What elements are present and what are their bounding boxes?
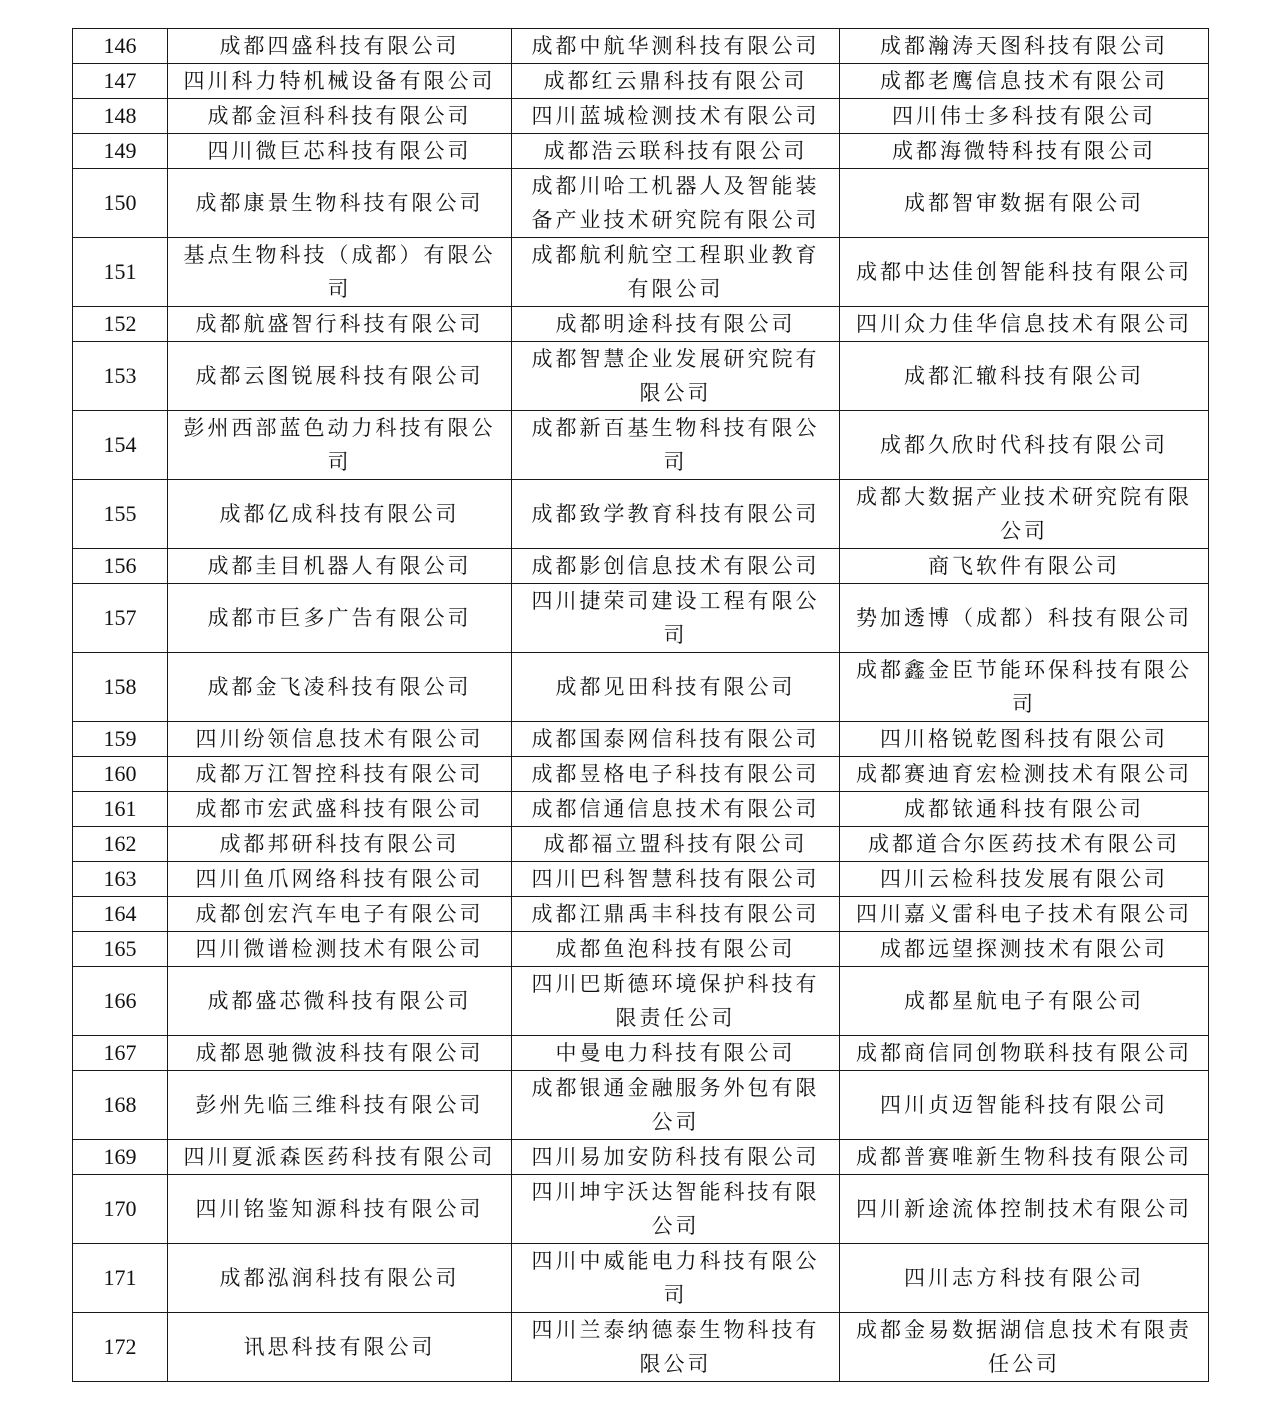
company-cell-col2: 成都银通金融服务外包有限公司	[512, 1071, 840, 1140]
company-cell-col1: 成都万江智控科技有限公司	[168, 757, 512, 792]
company-cell-col3: 成都老鹰信息技术有限公司	[840, 64, 1209, 99]
document-page	[72, 28, 1208, 1382]
company-cell-col1: 成都创宏汽车电子有限公司	[168, 897, 512, 932]
table-row	[73, 897, 1209, 932]
table-row	[73, 1175, 1209, 1244]
company-cell-col1: 成都康景生物科技有限公司	[168, 169, 512, 238]
company-cell-col3: 四川众力佳华信息技术有限公司	[840, 307, 1209, 342]
company-cell-col2: 成都浩云联科技有限公司	[512, 134, 840, 169]
company-cell-col3: 四川志方科技有限公司	[840, 1244, 1209, 1313]
company-cell-col2: 四川兰泰纳德泰生物科技有限公司	[512, 1313, 840, 1382]
row-number: 166	[73, 967, 168, 1036]
company-cell-col1: 成都盛芯微科技有限公司	[168, 967, 512, 1036]
company-cell-col1: 成都亿成科技有限公司	[168, 480, 512, 549]
table-row	[73, 29, 1209, 64]
company-cell-col1: 成都四盛科技有限公司	[168, 29, 512, 64]
row-number: 157	[73, 584, 168, 653]
company-cell-col3: 成都久欣时代科技有限公司	[840, 411, 1209, 480]
company-cell-col2: 成都信通信息技术有限公司	[512, 792, 840, 827]
company-cell-col3: 成都金易数据湖信息技术有限责任公司	[840, 1313, 1209, 1382]
company-cell-col1: 成都泓润科技有限公司	[168, 1244, 512, 1313]
table-row	[73, 64, 1209, 99]
company-cell-col1: 四川夏派森医药科技有限公司	[168, 1140, 512, 1175]
company-cell-col3: 成都铱通科技有限公司	[840, 792, 1209, 827]
company-cell-col2: 成都川哈工机器人及智能装备产业技术研究院有限公司	[512, 169, 840, 238]
table-row	[73, 932, 1209, 967]
company-cell-col1: 四川科力特机械设备有限公司	[168, 64, 512, 99]
company-cell-col2: 四川巴斯德环境保护科技有限责任公司	[512, 967, 840, 1036]
company-cell-col2: 成都福立盟科技有限公司	[512, 827, 840, 862]
table-row	[73, 1071, 1209, 1140]
row-number: 148	[73, 99, 168, 134]
row-number: 153	[73, 342, 168, 411]
company-cell-col1: 成都圭目机器人有限公司	[168, 549, 512, 584]
company-cell-col1: 彭州西部蓝色动力科技有限公司	[168, 411, 512, 480]
company-cell-col3: 四川嘉义雷科电子技术有限公司	[840, 897, 1209, 932]
table-row	[73, 1036, 1209, 1071]
company-cell-col2: 四川中威能电力科技有限公司	[512, 1244, 840, 1313]
company-cell-col1: 成都恩驰微波科技有限公司	[168, 1036, 512, 1071]
company-cell-col1: 成都金洹科科技有限公司	[168, 99, 512, 134]
company-cell-col3: 成都鑫金臣节能环保科技有限公司	[840, 653, 1209, 722]
row-number: 155	[73, 480, 168, 549]
company-cell-col3: 成都远望探测技术有限公司	[840, 932, 1209, 967]
row-number: 161	[73, 792, 168, 827]
row-number: 152	[73, 307, 168, 342]
company-cell-col3: 成都星航电子有限公司	[840, 967, 1209, 1036]
company-cell-col3: 四川格锐乾图科技有限公司	[840, 722, 1209, 757]
row-number: 150	[73, 169, 168, 238]
company-cell-col2: 成都江鼎禹丰科技有限公司	[512, 897, 840, 932]
row-number: 165	[73, 932, 168, 967]
table-row	[73, 757, 1209, 792]
table-row	[73, 862, 1209, 897]
row-number: 149	[73, 134, 168, 169]
company-cell-col3: 势加透博（成都）科技有限公司	[840, 584, 1209, 653]
table-row	[73, 584, 1209, 653]
company-cell-col1: 彭州先临三维科技有限公司	[168, 1071, 512, 1140]
company-cell-col3: 成都道合尔医药技术有限公司	[840, 827, 1209, 862]
table-row	[73, 1313, 1209, 1382]
table-row	[73, 134, 1209, 169]
table-row	[73, 480, 1209, 549]
row-number: 151	[73, 238, 168, 307]
company-cell-col1: 四川微巨芯科技有限公司	[168, 134, 512, 169]
company-cell-col2: 成都红云鼎科技有限公司	[512, 64, 840, 99]
company-cell-col3: 成都中达佳创智能科技有限公司	[840, 238, 1209, 307]
company-cell-col3: 成都大数据产业技术研究院有限公司	[840, 480, 1209, 549]
row-number: 163	[73, 862, 168, 897]
row-number: 162	[73, 827, 168, 862]
company-cell-col2: 四川蓝城检测技术有限公司	[512, 99, 840, 134]
row-number: 158	[73, 653, 168, 722]
company-cell-col1: 四川纷领信息技术有限公司	[168, 722, 512, 757]
company-cell-col1: 四川微谱检测技术有限公司	[168, 932, 512, 967]
company-cell-col1: 成都市宏武盛科技有限公司	[168, 792, 512, 827]
company-cell-col3: 四川云检科技发展有限公司	[840, 862, 1209, 897]
company-table-body	[73, 29, 1209, 1382]
row-number: 172	[73, 1313, 168, 1382]
company-cell-col2: 成都新百基生物科技有限公司	[512, 411, 840, 480]
row-number: 154	[73, 411, 168, 480]
table-row	[73, 342, 1209, 411]
company-cell-col3: 四川伟士多科技有限公司	[840, 99, 1209, 134]
company-cell-col2: 成都影创信息技术有限公司	[512, 549, 840, 584]
company-cell-col3: 成都赛迪育宏检测技术有限公司	[840, 757, 1209, 792]
company-cell-col2: 成都中航华测科技有限公司	[512, 29, 840, 64]
company-cell-col1: 成都云图锐展科技有限公司	[168, 342, 512, 411]
company-cell-col2: 四川巴科智慧科技有限公司	[512, 862, 840, 897]
table-row	[73, 238, 1209, 307]
company-cell-col1: 基点生物科技（成都）有限公司	[168, 238, 512, 307]
row-number: 156	[73, 549, 168, 584]
table-row	[73, 653, 1209, 722]
company-cell-col2: 成都昱格电子科技有限公司	[512, 757, 840, 792]
company-cell-col1: 成都金飞凌科技有限公司	[168, 653, 512, 722]
row-number: 167	[73, 1036, 168, 1071]
company-cell-col3: 成都海微特科技有限公司	[840, 134, 1209, 169]
row-number: 164	[73, 897, 168, 932]
company-cell-col3: 成都汇辙科技有限公司	[840, 342, 1209, 411]
row-number: 147	[73, 64, 168, 99]
company-cell-col1: 四川铭鉴知源科技有限公司	[168, 1175, 512, 1244]
company-cell-col2: 成都鱼泡科技有限公司	[512, 932, 840, 967]
table-row	[73, 722, 1209, 757]
company-cell-col3: 四川新途流体控制技术有限公司	[840, 1175, 1209, 1244]
company-cell-col3: 成都瀚涛天图科技有限公司	[840, 29, 1209, 64]
company-cell-col2: 四川坤宇沃达智能科技有限公司	[512, 1175, 840, 1244]
table-row	[73, 1140, 1209, 1175]
company-cell-col3: 成都普赛唯新生物科技有限公司	[840, 1140, 1209, 1175]
company-cell-col3: 四川贞迈智能科技有限公司	[840, 1071, 1209, 1140]
company-cell-col2: 中曼电力科技有限公司	[512, 1036, 840, 1071]
table-row	[73, 827, 1209, 862]
table-row	[73, 967, 1209, 1036]
row-number: 159	[73, 722, 168, 757]
row-number: 160	[73, 757, 168, 792]
company-cell-col2: 成都明途科技有限公司	[512, 307, 840, 342]
company-cell-col1: 成都邦研科技有限公司	[168, 827, 512, 862]
table-row	[73, 792, 1209, 827]
company-cell-col2: 成都航利航空工程职业教育有限公司	[512, 238, 840, 307]
company-cell-col1: 四川鱼爪网络科技有限公司	[168, 862, 512, 897]
row-number: 170	[73, 1175, 168, 1244]
table-row	[73, 549, 1209, 584]
table-row	[73, 307, 1209, 342]
company-cell-col2: 四川捷荣司建设工程有限公司	[512, 584, 840, 653]
row-number: 146	[73, 29, 168, 64]
row-number: 168	[73, 1071, 168, 1140]
table-row	[73, 411, 1209, 480]
company-cell-col2: 成都见田科技有限公司	[512, 653, 840, 722]
company-cell-col2: 成都国泰网信科技有限公司	[512, 722, 840, 757]
company-cell-col2: 成都致学教育科技有限公司	[512, 480, 840, 549]
company-list-table	[72, 28, 1209, 1382]
company-cell-col3: 成都智审数据有限公司	[840, 169, 1209, 238]
company-cell-col2: 成都智慧企业发展研究院有限公司	[512, 342, 840, 411]
table-row	[73, 99, 1209, 134]
company-cell-col1: 成都航盛智行科技有限公司	[168, 307, 512, 342]
company-cell-col3: 商飞软件有限公司	[840, 549, 1209, 584]
company-cell-col1: 成都市巨多广告有限公司	[168, 584, 512, 653]
company-cell-col1: 讯思科技有限公司	[168, 1313, 512, 1382]
row-number: 169	[73, 1140, 168, 1175]
table-row	[73, 169, 1209, 238]
row-number: 171	[73, 1244, 168, 1313]
company-cell-col2: 四川易加安防科技有限公司	[512, 1140, 840, 1175]
table-row	[73, 1244, 1209, 1313]
company-cell-col3: 成都商信同创物联科技有限公司	[840, 1036, 1209, 1071]
